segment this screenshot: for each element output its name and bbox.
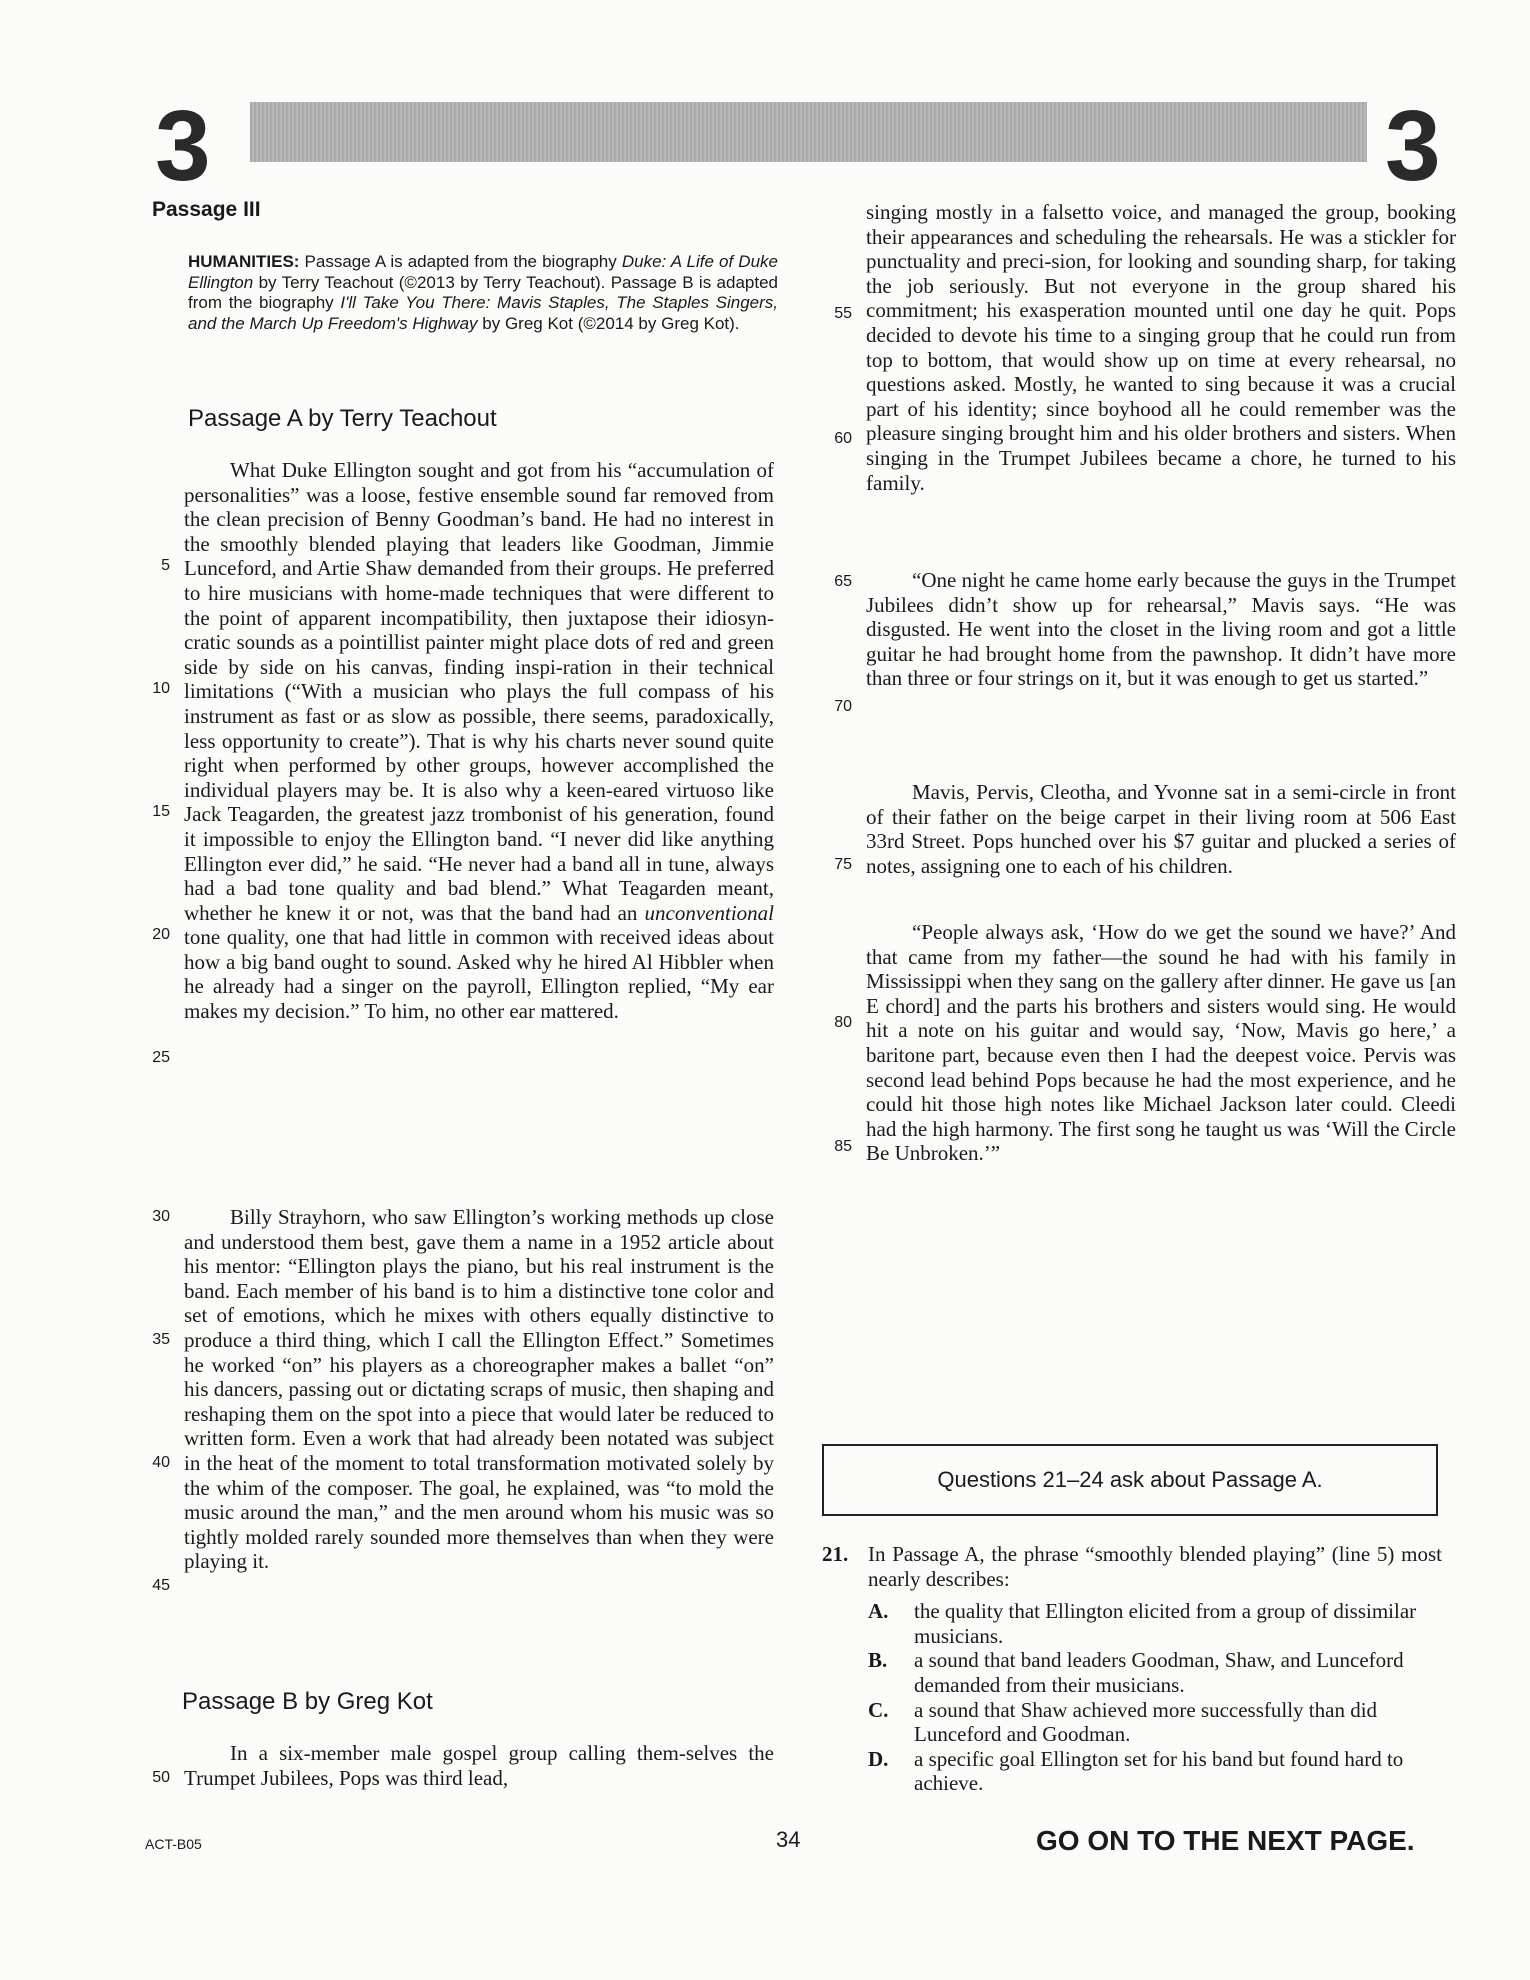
- option-letter: C.: [868, 1697, 889, 1722]
- page-number: 34: [776, 1827, 801, 1852]
- section-header-bar: [250, 102, 1367, 162]
- line-number: 25: [152, 1049, 170, 1066]
- passage-b-paragraph-1-continued: [866, 200, 1456, 495]
- line-number: 20: [152, 926, 170, 943]
- section-number-left: 3: [155, 90, 211, 202]
- passage-b-paragraph-4: [866, 920, 1456, 1166]
- questions-instruction-box: [822, 1444, 1438, 1516]
- intro-text-1: Passage A is adapted from the biography: [299, 252, 622, 271]
- line-number: 5: [161, 557, 170, 574]
- line-number: 60: [834, 430, 852, 447]
- passage-intro: [188, 252, 778, 334]
- line-number: 55: [834, 305, 852, 322]
- passage-label: Passage III: [152, 198, 261, 221]
- intro-text-3: by Greg Kot (©2014 by Greg Kot).: [477, 313, 740, 333]
- option-text: a sound that Shaw achieved more successfully than did Lunceford and Goodman.: [914, 1697, 1378, 1747]
- line-number: 50: [152, 1769, 170, 1786]
- answer-option-a[interactable]: [868, 1599, 1442, 1648]
- intro-book-b: I'll Take You There: Mavis Staples, The Staples Singers, and the March Up Freedom's Highway: [188, 293, 779, 333]
- form-code: ACT-B05: [145, 1836, 202, 1852]
- option-letter: D.: [868, 1746, 889, 1771]
- passage-b-p2-text: “One night he came home early because the guys in the Trumpet Jubilees didn’t show up for rehearsal,” Mavis says. “He was disgusted. He went into the closet in the living room and got a little guitar he had brought home from the pawnshop. It didn’t have more than three or four strings on it, but it was enough to get us started.”: [866, 568, 1456, 691]
- passage-b-paragraph-1-start: [184, 1741, 774, 1790]
- answer-option-c[interactable]: [868, 1698, 1442, 1747]
- intro-book-a: Duke: A Life of Duke Ellington: [188, 252, 778, 292]
- next-page-notice: GO ON TO THE NEXT PAGE.: [1036, 1825, 1415, 1856]
- passage-a-p1-text: What Duke Ellington sought and got from his “accumulation of personalities” was a loose, festive ensemble sound far removed from the clean precision of Benny Goodman’s band. He had no interest in the smoothly blended playing that leaders like Goodman, Jimmie Lunceford, and Artie Shaw demanded from their groups. He preferred to hire musicians with home-made techniques that were different to the point of apparent incompatibility, then juxtapose their idiosyn-cratic sounds as a pointillist painter might place dots of red and green side by side on his canvas, finding inspi-ration in their technical limitations (“With a musician who plays the full compass of his instrument as fast or as slow as possible, there seems, paradoxically, less opportunity to create”). That is why his charts never sound quite right when performed by other groups, however accomplished the individual players may be. It is also why a keen-eared virtuoso like Jack Teagarden, the greatest jazz trombonist of his generation, found it impossible to enjoy the Ellington band. “I never did like anything Ellington ever did,” he said. “He never had a band all in tune, always had a bad tone quality and bad blend.” What Teagarden meant, whether he knew it or not, was that the band had an: [184, 458, 774, 925]
- option-letter: A.: [868, 1599, 889, 1624]
- option-text: a sound that band leaders Goodman, Shaw, and Lunceford demanded from their musicians.: [914, 1648, 1404, 1697]
- passage-b-p1-cont-text: singing mostly in a falsetto voice, and managed the group, booking their appearances and scheduling the rehearsals. He was a stickler for punctuality and preci-sion, for looking and sounding sharp, for taking the job seriously. But not everyone in the group shared his commitment; his exasperation mounted until one day he quit. Pops decided to devote his time to a singing group that he could run from top to bottom, that would show up on time at every rehearsal, no questions asked. Mostly, he wanted to sing because it was a crucial part of his identity; since boyhood all he could remember was the pleasure singing brought him and his older brothers and sisters. When singing in the Trumpet Jubilees became a chore, he turned to his family.: [866, 200, 1456, 495]
- line-number: 40: [152, 1454, 170, 1471]
- intro-text-2: by Terry Teachout (©2013 by Terry Teachout). Passage B is adapted from the biography: [188, 272, 778, 312]
- passage-a-heading: Passage A by Terry Teachout: [188, 405, 497, 432]
- intro-label: HUMANITIES:: [188, 252, 300, 271]
- question-stem: In Passage A, the phrase “smoothly blended playing” (line 5) most nearly describes:: [868, 1542, 1442, 1591]
- answer-option-d[interactable]: [868, 1747, 1442, 1796]
- passage-a-paragraph-1: [184, 458, 774, 1024]
- line-number: 45: [152, 1577, 170, 1594]
- line-number: 35: [152, 1331, 170, 1348]
- line-number: 75: [834, 856, 852, 873]
- line-number: 85: [834, 1138, 852, 1155]
- passage-b-paragraph-3: [866, 780, 1456, 878]
- answer-option-b[interactable]: [868, 1648, 1442, 1697]
- passage-a-paragraph-2: [184, 1205, 774, 1574]
- line-number: 15: [152, 803, 170, 820]
- question-21: [822, 1542, 1442, 1796]
- passage-b-p4-text: “People always ask, ‘How do we get the sound we have?’ And that came from my father—the sound he had with his family in Mississippi when they sang on the gallery after dinner. He gave us [an E chord] and the parts his brothers and sisters would sing. He would hit a note on his guitar and would say, ‘Now, Mavis go here,’ a baritone part, because even then I had the deepest voice. Pervis was second lead behind Pops because he had the most experience, and he could hit those high notes like Michael Jackson later could. Cleedi had the high harmony. The first song he taught us was ‘Will the Circle Be Unbroken.’”: [866, 920, 1456, 1166]
- passage-b-heading: Passage B by Greg Kot: [182, 1688, 433, 1715]
- line-number: 30: [152, 1208, 170, 1225]
- passage-b-p3-text: Mavis, Pervis, Cleotha, and Yvonne sat in a semi-circle in front of their father on the beige carpet in their living room at 506 East 33rd Street. Pops hunched over his $7 guitar and plucked a series of notes, assigning one to each of his children.: [866, 780, 1456, 878]
- passage-a-p1-emphasis: unconventional: [644, 900, 774, 925]
- option-letter: B.: [868, 1648, 888, 1673]
- passage-b-p1-start-text: In a six-member male gospel group calling them-selves the Trumpet Jubilees, Pops was third lead,: [184, 1741, 774, 1790]
- line-number: 70: [834, 698, 852, 715]
- questions-instruction-text: Questions 21–24 ask about Passage A.: [937, 1467, 1323, 1492]
- option-text: a specific goal Ellington set for his band but found hard to achieve.: [914, 1746, 1404, 1796]
- passage-a-p1-text-end: tone quality, one that had little in common with received ideas about how a big band ought to sound. Asked why he hired Al Hibbler when he already had a singer on the payroll, Ellington replied, “My ear makes my decision.” To him, no other ear mattered.: [184, 925, 774, 1024]
- passage-b-paragraph-2: [866, 568, 1456, 691]
- line-number: 80: [834, 1014, 852, 1031]
- line-number: 10: [152, 680, 170, 697]
- line-number: 65: [834, 573, 852, 590]
- option-text: the quality that Ellington elicited from a group of dissimilar musicians.: [914, 1599, 1417, 1648]
- passage-a-p2-text: Billy Strayhorn, who saw Ellington’s working methods up close and understood them best, gave them a name in a 1952 article about his mentor: “Ellington plays the piano, but his real instrument is the band. Each member of his band is to him a distinctive tone color and set of emotions, which he mixes with others equally distinctive to produce a third thing, which I call the Ellington Effect.” Sometimes he worked “on” his players as a choreographer makes a ballet “on” his dancers, passing out or dictating scraps of music, then shaping and reshaping them on the spot into a piece that would later be reduced to written form. Even a work that had already been notated was subject in the heat of the moment to total transformation motivated solely by the whim of the composer. The goal, he explained, was “to mold the music around the man,” and the men around whom his music was so tightly molded rarely sounded more themselves than when they were playing it.: [184, 1205, 774, 1574]
- section-number-right: 3: [1385, 90, 1441, 202]
- question-number: 21.: [822, 1542, 849, 1566]
